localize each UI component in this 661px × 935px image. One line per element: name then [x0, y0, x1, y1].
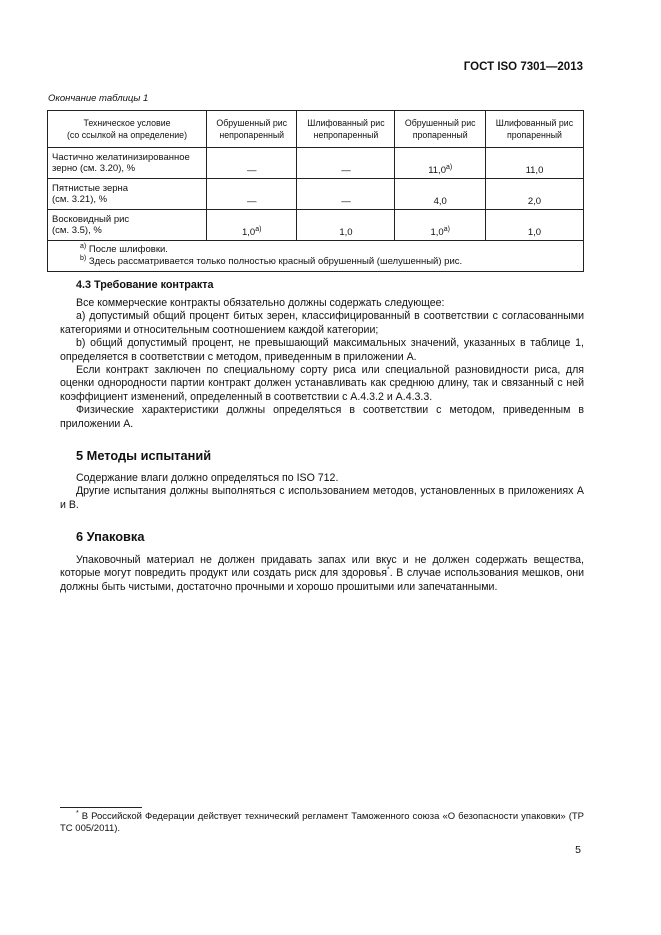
table-caption: Окончание таблицы 1 [48, 93, 149, 104]
table-note: $^{b)}$ Здесь рассматривается только полностью красный обрушенный (шелушенный) рис. [80, 254, 463, 267]
section-5-body [60, 472, 584, 512]
section-4-3-body [60, 297, 584, 431]
table-cell: 1,0 [297, 210, 395, 241]
section-heading-6: 6 Упаковка [76, 529, 145, 544]
table-notes-row [48, 241, 584, 272]
table-cell: 11,0$^{a)}$ [395, 148, 485, 179]
table-row [48, 148, 584, 179]
specification-table [47, 110, 584, 272]
table-cell: 1,0 [485, 210, 583, 241]
paragraph: Все коммерческие контракты обязательно должны содержать следующее: [76, 297, 445, 309]
column-header: Обрушенный рис непропаренный [207, 111, 297, 148]
table-notes [48, 241, 584, 272]
footnote-divider [60, 807, 142, 808]
paragraph: Другие испытания должны выполняться с использованием методов, установленных в приложениях А и В. [60, 485, 584, 511]
table-cell: 2,0 [485, 179, 583, 210]
column-header: Шлифованный рис пропаренный [485, 111, 583, 148]
paragraph: a) допустимый общий процент битых зерен, классифицированный в соответствии с согласованными категориями и относительным соотношением каждой категории; [60, 310, 584, 336]
footnote-ref: * [386, 566, 390, 574]
paragraph: Если контракт заключен по специальному сорту риса или специальной разновидности риса, для оценки однородности партии контракт должен устанавливать как среднюю длину, так и связанный с ней коэффициент изменений, определенный в соответствии с А.4.3.2 и А.4.3.3. [60, 364, 584, 403]
table-note: $^{a)}$ После шлифовки. [80, 242, 168, 255]
section-6-body [60, 554, 584, 594]
column-header: Техническое условие (со ссылкой на определение) [48, 111, 207, 148]
row-label: Пятнистые зерна (см. 3.21), % [48, 179, 207, 210]
table-cell: — [297, 148, 395, 179]
row-label: Восковидный рис (см. 3.5), % [48, 210, 207, 241]
table-cell: 1,0$^{a)}$ [207, 210, 297, 241]
column-header: Обрушенный рис пропаренный [395, 111, 485, 148]
table-cell: 1,0$^{a)}$ [395, 210, 485, 241]
document-header: ГОСТ ISO 7301—2013 [463, 61, 583, 73]
table-row [48, 210, 584, 241]
table-row [48, 179, 584, 210]
table-cell: 4,0 [395, 179, 485, 210]
footnote: * В Российской Федерации действует технический регламент Таможенного союза «О безопасности упаковки» (ТР ТС 005/2011). [60, 809, 584, 834]
paragraph: Упаковочный материал не должен придавать запах или вкус и не должен содержать вещества, которые могут повредить продукт или создать риск для здоровья*. В случае использования мешков, они должны быть чистыми, достаточно прочными и хорошо прошитыми или запечатанными. [60, 554, 584, 593]
table-cell: — [207, 179, 297, 210]
paragraph: b) общий допустимый процент, не превышающий максимальных значений, указанных в таблице 1, определяется в соответствии с методом, приведенным в приложении А. [60, 337, 584, 363]
row-label: Частично желатинизированное зерно (см. 3.20), % [48, 148, 207, 179]
section-heading-4-3: 4.3 Требование контракта [76, 279, 214, 291]
table-cell: — [207, 148, 297, 179]
table-cell: 11,0 [485, 148, 583, 179]
paragraph: Содержание влаги должно определяться по ISO 712. [76, 472, 339, 484]
paragraph: Физические характеристики должны определяться в соответствии с методом, приведенным в приложении А. [60, 404, 584, 430]
table-header-row [48, 111, 584, 148]
column-header: Шлифованный рис непропаренный [297, 111, 395, 148]
table-cell: — [297, 179, 395, 210]
page-number: 5 [575, 844, 581, 856]
section-heading-5: 5 Методы испытаний [76, 448, 212, 463]
